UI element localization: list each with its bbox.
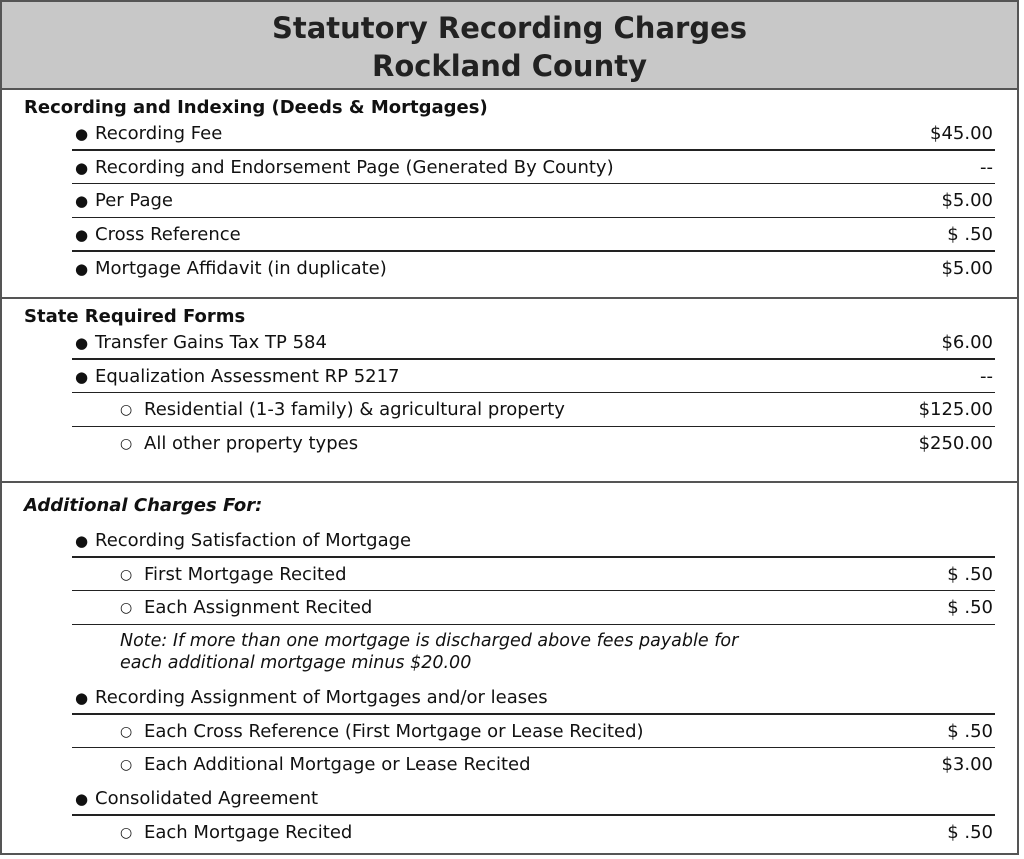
fee-value: $ .50 <box>947 224 993 246</box>
section-recording-indexing <box>2 90 1017 299</box>
hollow-circle-icon: ○ <box>120 723 133 740</box>
fee-label: All other property types <box>144 433 359 455</box>
fee-value: -- <box>980 365 993 387</box>
section-title: State Required Forms <box>24 306 246 327</box>
hollow-circle-icon: ○ <box>120 436 133 453</box>
fee-value: $125.00 <box>918 399 993 421</box>
section-additional-charges <box>2 483 1017 850</box>
fee-value: $3.00 <box>941 754 993 776</box>
fee-label: Each Additional Mortgage or Lease Recited <box>144 754 531 776</box>
fee-row <box>2 782 1017 816</box>
fee-label: Recording Fee <box>95 123 223 144</box>
fee-value: $5.00 <box>941 190 993 212</box>
fee-value: $ .50 <box>947 821 993 843</box>
bullet-icon: ● <box>75 158 89 177</box>
fee-label: Cross Reference <box>95 224 241 246</box>
fee-subrow <box>2 591 1017 625</box>
fee-label: First Mortgage Recited <box>144 563 347 585</box>
fee-label: Recording Assignment of Mortgages and/or leases <box>95 687 548 709</box>
fee-row <box>2 117 1017 151</box>
header-title-line1: Statutory Recording Charges <box>271 11 748 45</box>
note-text <box>2 625 1017 681</box>
fee-row <box>2 681 1017 715</box>
fee-label: Mortgage Affidavit (in duplicate) <box>95 257 387 279</box>
bullet-icon: ● <box>75 192 89 211</box>
fee-label: Each Cross Reference (First Mortgage or Lease Recited) <box>144 720 644 742</box>
fee-value: $5.00 <box>941 257 993 279</box>
fee-row <box>2 184 1017 218</box>
fee-label: Each Mortgage Recited <box>144 821 353 843</box>
fee-row <box>2 218 1017 252</box>
hollow-circle-icon: ○ <box>120 824 133 841</box>
fee-subrow <box>2 558 1017 592</box>
fee-subrow <box>2 748 1017 782</box>
fee-label: Recording Satisfaction of Mortgage <box>95 530 412 551</box>
fee-label: Recording and Endorsement Page (Generated By County) <box>95 156 614 178</box>
fee-row <box>2 252 1017 286</box>
fee-value: $ .50 <box>947 720 993 742</box>
fee-subrow <box>2 715 1017 749</box>
hollow-circle-icon: ○ <box>120 757 133 774</box>
fee-label: Per Page <box>95 190 173 212</box>
hollow-circle-icon: ○ <box>120 566 133 583</box>
fee-row <box>2 151 1017 185</box>
fee-row <box>2 524 1017 558</box>
section-title: Recording and Indexing (Deeds & Mortgages) <box>24 97 488 118</box>
fee-subrow <box>2 427 1017 461</box>
fee-value: -- <box>980 156 993 178</box>
fee-row <box>2 326 1017 360</box>
fee-subrow <box>2 393 1017 427</box>
header-title-line2: Rockland County <box>371 49 647 83</box>
bullet-icon: ● <box>75 125 89 143</box>
bullet-icon: ● <box>75 790 89 809</box>
fee-value: $ .50 <box>947 563 993 585</box>
bullet-icon: ● <box>75 334 89 352</box>
fee-label: Each Assignment Recited <box>144 597 373 619</box>
note-line: each additional mortgage minus $20.00 <box>120 653 472 674</box>
table-header <box>2 2 1017 90</box>
bullet-icon: ● <box>75 259 89 278</box>
fee-value: $250.00 <box>918 433 993 455</box>
bullet-icon: ● <box>75 532 89 550</box>
section-state-required-forms <box>2 299 1017 483</box>
fee-value: $ .50 <box>947 597 993 619</box>
fee-subrow <box>2 816 1017 850</box>
note-line: Note: If more than one mortgage is discharged above fees payable for <box>120 631 739 652</box>
fee-label: Transfer Gains Tax TP 584 <box>95 332 327 353</box>
fee-value: $6.00 <box>941 332 993 353</box>
bullet-icon: ● <box>75 689 89 708</box>
fee-label: Equalization Assessment RP 5217 <box>95 365 400 387</box>
bullet-icon: ● <box>75 226 89 245</box>
fee-label: Residential (1-3 family) & agricultural property <box>144 399 565 421</box>
fee-row <box>2 360 1017 394</box>
section-title: Additional Charges For: <box>24 495 263 516</box>
fee-label: Consolidated Agreement <box>95 788 319 810</box>
fee-value: $45.00 <box>930 123 993 144</box>
bullet-icon: ● <box>75 367 89 386</box>
hollow-circle-icon: ○ <box>120 600 133 617</box>
hollow-circle-icon: ○ <box>120 402 133 419</box>
